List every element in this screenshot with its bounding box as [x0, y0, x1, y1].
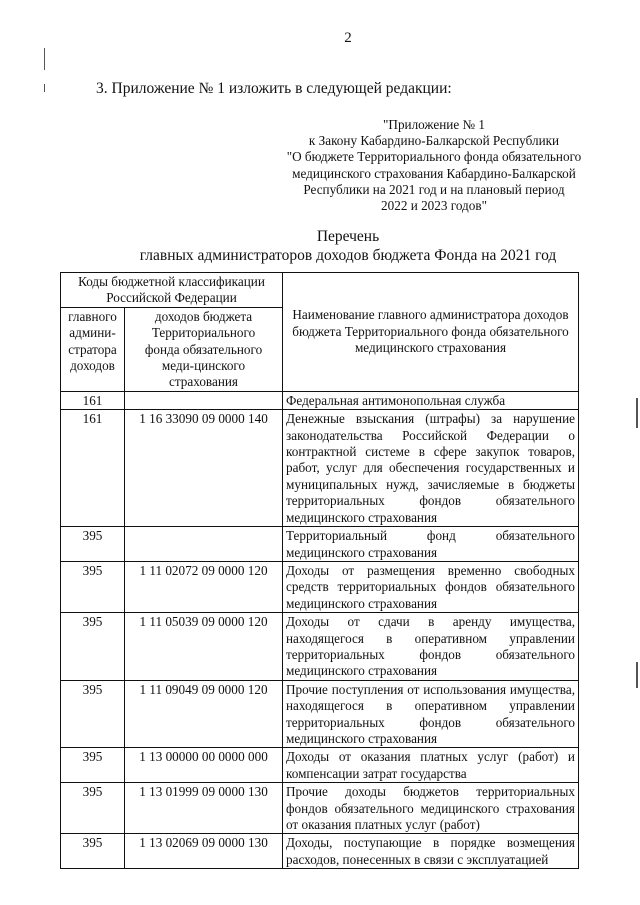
admin-code-cell: 161 — [61, 391, 125, 409]
annex-line: "Приложение № 1 — [383, 117, 485, 132]
header-group-codes: Коды бюджетной классификации Российской Федерации — [61, 273, 283, 308]
admin-code-cell: 395 — [61, 680, 125, 748]
income-code-cell: 1 13 01999 09 0000 130 — [125, 783, 283, 834]
table-row — [61, 561, 579, 612]
annex-line: медицинского страхования Кабардино-Балкарской — [292, 165, 576, 181]
admin-code-cell: 395 — [61, 748, 125, 783]
table-row — [61, 834, 579, 869]
table-row — [61, 783, 579, 834]
annex-line: 2022 и 2023 годов" — [381, 198, 487, 214]
page-number: 2 — [344, 30, 352, 46]
table-row — [61, 748, 579, 783]
scan-mark-left — [44, 48, 45, 70]
header-income-code: доходов бюджета Территориального фонда обязательного меди-цинского страхования — [125, 307, 283, 391]
table-row — [61, 680, 579, 748]
annex-line: к Закону Кабардино-Балкарской Республики — [308, 133, 560, 149]
income-name-cell: Доходы от размещения временно свободных средств территориальных фондов обязательного медицинского страхования — [283, 561, 579, 612]
income-name-cell: Территориальный фонд обязательного медицинского страхования — [283, 527, 579, 562]
scan-mark-right-lower — [636, 662, 638, 688]
list-title-line1: Перечень — [316, 228, 380, 245]
admin-code-cell: 395 — [61, 834, 125, 869]
admin-code-cell: 395 — [61, 613, 125, 681]
table-row — [61, 391, 579, 409]
income-code-cell — [125, 527, 283, 562]
list-title-line2: главных администраторов доходов бюджета Фонда на 2021 год — [139, 247, 557, 264]
admin-code-cell: 161 — [61, 410, 125, 527]
annex-line: "О бюджете Территориального фонда обязательного — [286, 149, 582, 165]
table-row — [61, 613, 579, 681]
administrators-table — [60, 272, 579, 869]
header-name: Наименование главного администратора доходов бюджета Территориального фонда обязательного медицинского страхования — [283, 273, 579, 392]
income-name-cell: Прочие поступления от использования имущества, находящегося в оперативном управлении территориальных фондов обязательного медицинского страхования — [283, 680, 579, 748]
income-code-cell: 1 13 00000 00 0000 000 — [125, 748, 283, 783]
table-row — [61, 527, 579, 562]
income-name-cell: Доходы от оказания платных услуг (работ) и компенсации затрат государства — [283, 748, 579, 783]
admin-code-cell: 395 — [61, 527, 125, 562]
scan-mark-right — [636, 398, 638, 428]
income-code-cell — [125, 391, 283, 409]
income-name-cell: Прочие доходы бюджетов территориальных фондов обязательного медицинского страхования от оказания платных услуг (работ) — [283, 783, 579, 834]
table-row — [61, 410, 579, 527]
income-name-cell: Доходы от сдачи в аренду имущества, находящегося в оперативном управлении территориальных фондов обязательного медицинского страхования — [283, 613, 579, 681]
income-name-cell: Федеральная антимонопольная служба — [283, 391, 579, 409]
income-code-cell: 1 11 02072 09 0000 120 — [125, 561, 283, 612]
table-header-row — [61, 273, 579, 308]
income-code-cell: 1 11 05039 09 0000 120 — [125, 613, 283, 681]
admin-code-cell: 395 — [61, 561, 125, 612]
income-code-cell: 1 11 09049 09 0000 120 — [125, 680, 283, 748]
income-code-cell: 1 16 33090 09 0000 140 — [125, 410, 283, 527]
income-name-cell: Доходы, поступающие в порядке возмещения расходов, понесенных в связи с эксплуатацией — [283, 834, 579, 869]
annex-line: Республики на 2021 год и на плановый период — [303, 181, 565, 197]
scan-mark-left-lower — [44, 84, 45, 92]
income-name-cell: Денежные взыскания (штрафы) за нарушение законодательства Российской Федерации о контрактной системе в сфере закупок товаров, работ, услуг для обеспечения государственных и муниципальных нужд, зачисляемые в бюджеты территориальных фондов обязательного медицинского страхования — [283, 410, 579, 527]
annex-header — [278, 117, 590, 214]
income-code-cell: 1 13 02069 09 0000 130 — [125, 834, 283, 869]
header-admin-code: главного админи-стратора доходов — [61, 307, 125, 391]
list-title — [60, 227, 636, 265]
admin-code-cell: 395 — [61, 783, 125, 834]
clause-text: 3. Приложение № 1 изложить в следующей редакции: — [96, 80, 452, 97]
